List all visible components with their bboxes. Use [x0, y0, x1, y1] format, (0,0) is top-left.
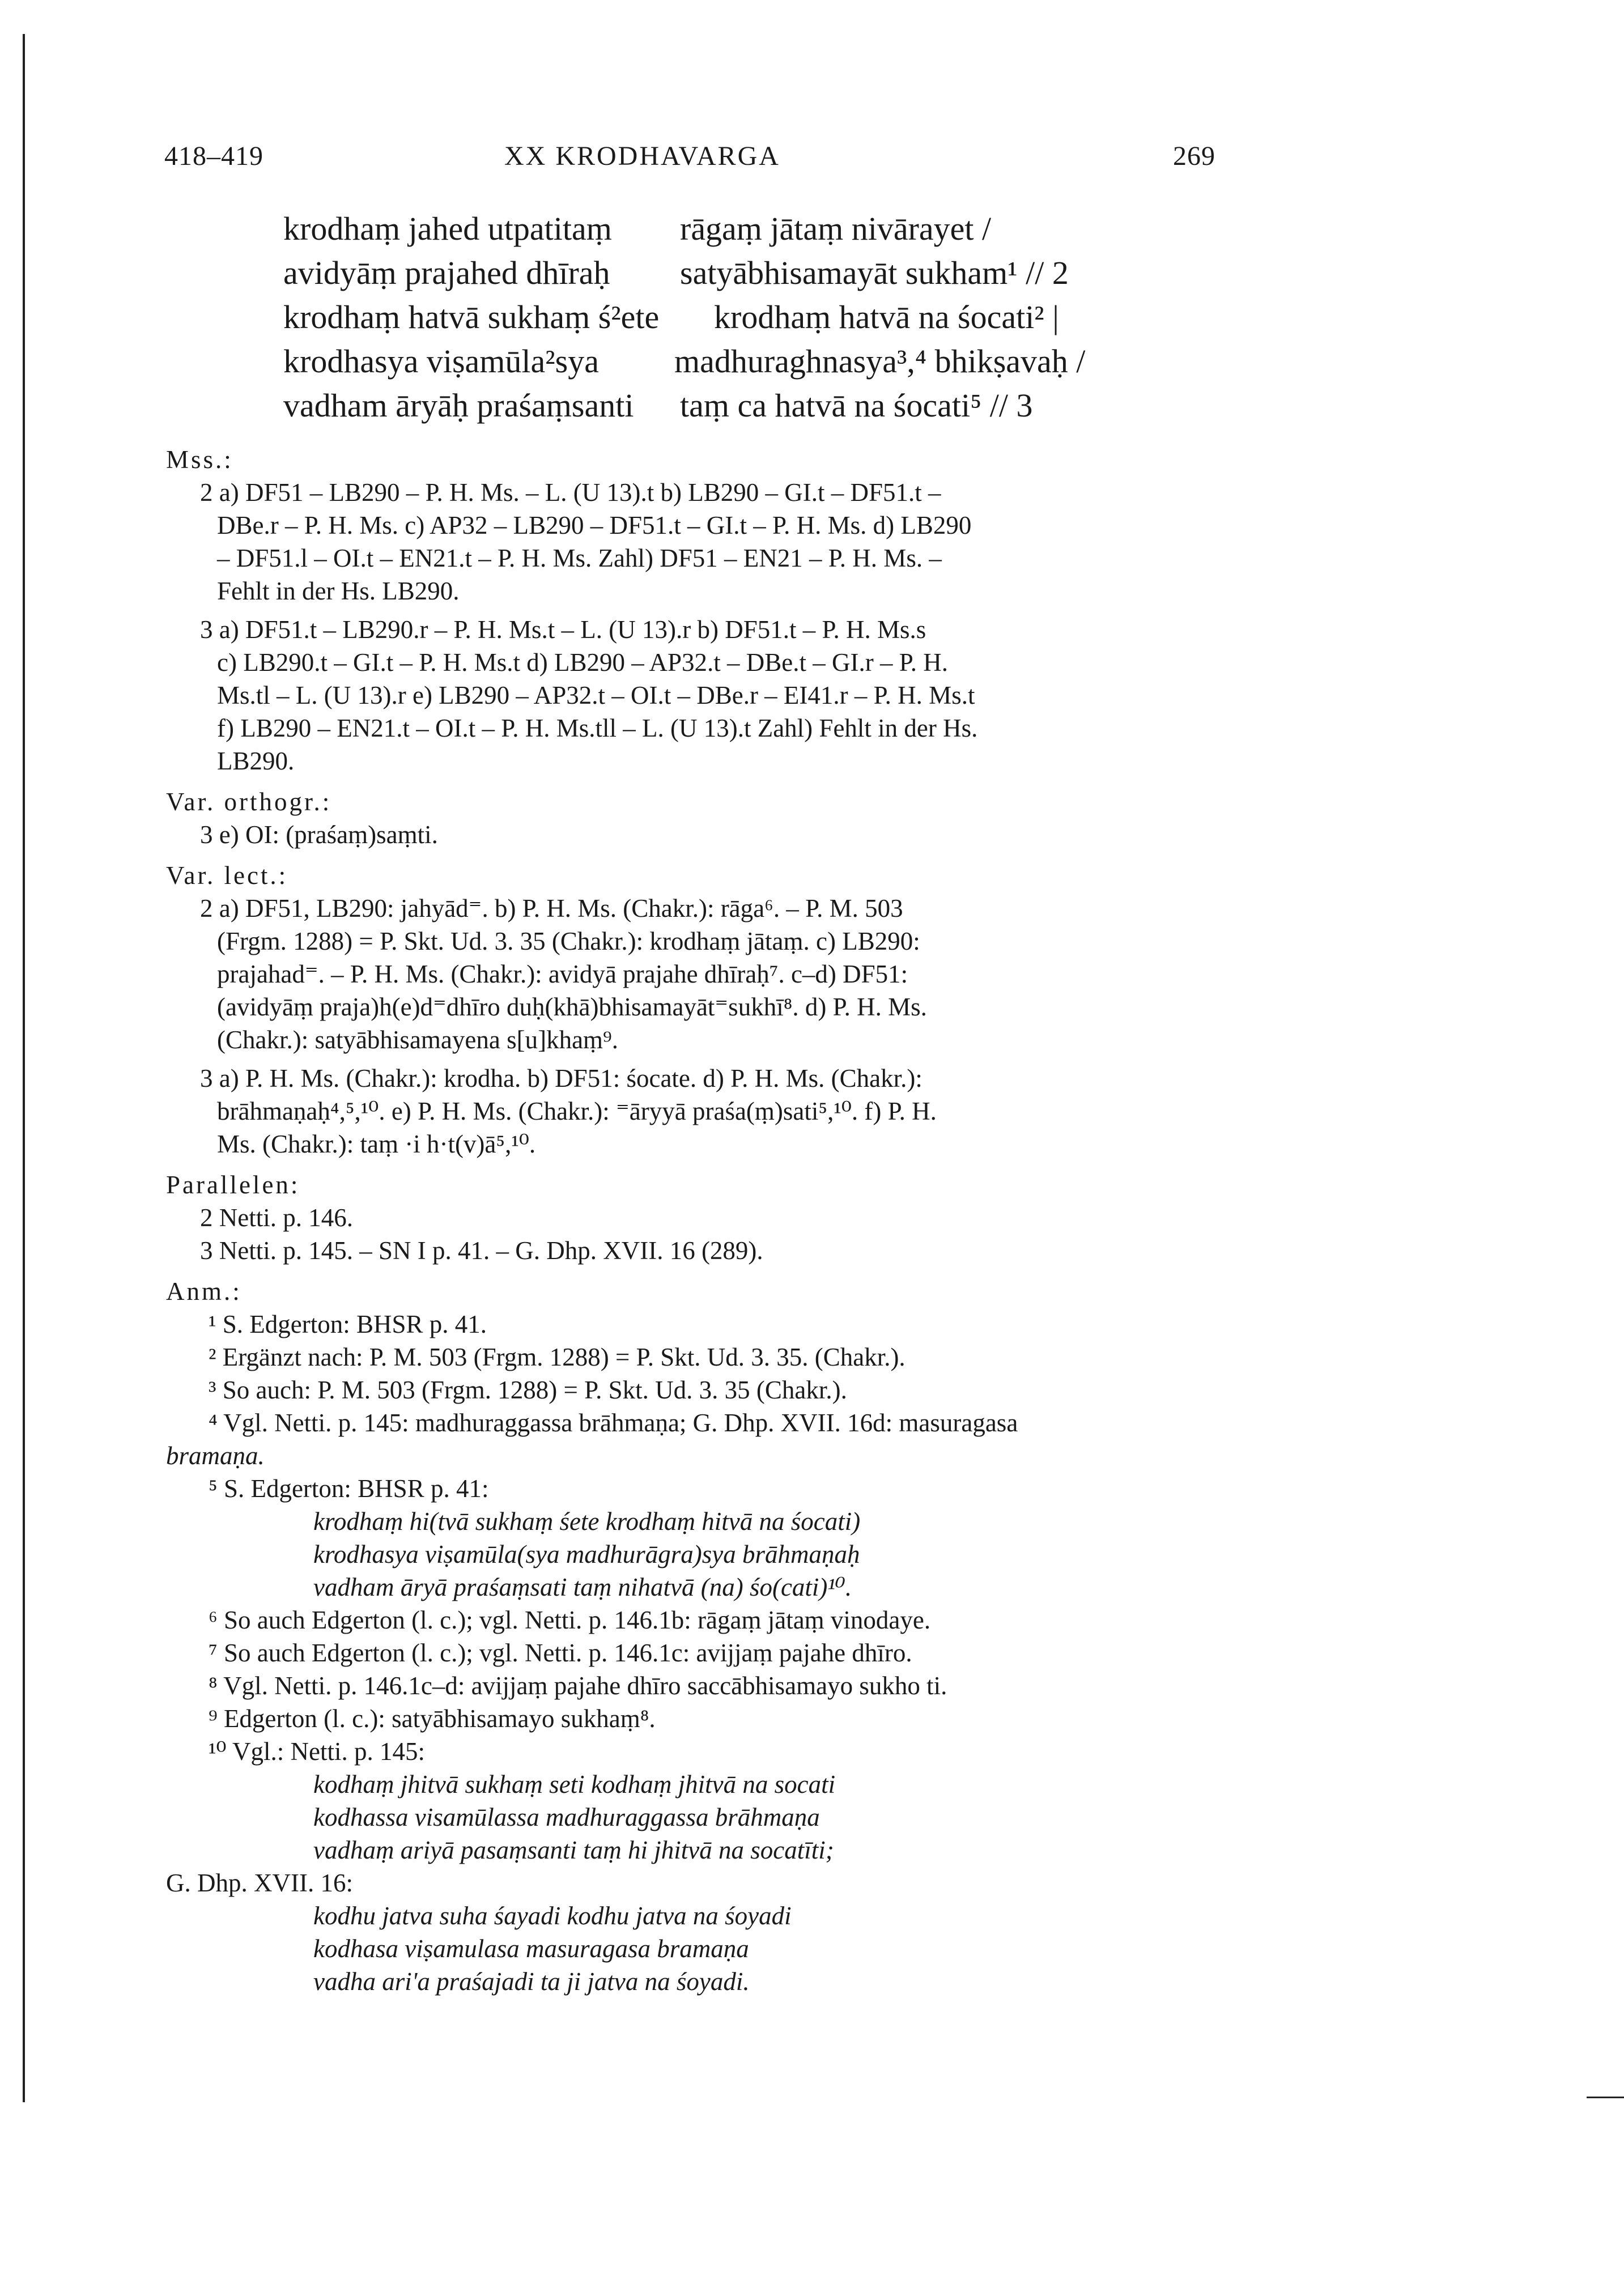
footnote: ⁶ So auch Edgerton (l. c.); vgl. Netti. p. 146.1b: rāgaṃ jātaṃ vinodaye. [209, 1606, 931, 1634]
anm-section [166, 1275, 1299, 1998]
footnote: ⁴ Vgl. Netti. p. 145: madhuraggassa brāhmaṇa; G. Dhp. XVII. 16d: masuragasa [209, 1409, 1018, 1437]
entry-line: prajahad⁼. – P. H. Ms. (Chakr.): avidyā prajahe dhīraḥ⁷. c–d) DF51: [217, 960, 908, 988]
footnote: ⁷ So auch Edgerton (l. c.); vgl. Netti. p. 146.1c: avijjaṃ pajahe dhīro. [209, 1639, 912, 1667]
entry-line: 2 a) DF51 – LB290 – P. H. Ms. – L. (U 13).t b) LB290 – GI.t – DF51.t – [200, 478, 941, 507]
footnote: ¹⁰ Vgl.: Netti. p. 145: [209, 1737, 425, 1766]
footnote: ¹ S. Edgerton: BHSR p. 41. [209, 1310, 487, 1338]
entry-line: f) LB290 – EN21.t – OI.t – P. H. Ms.tll – L. (U 13).t Zahl) Fehlt in der Hs. [217, 714, 978, 742]
footnote-verse-line: vadhaṃ ariyā pasaṃsanti taṃ hi jhitvā na socatīti; [313, 1836, 834, 1864]
entry-line: (avidyāṃ praja)h(e)d⁼dhīro duḥ(khā)bhisamayāt⁼sukhī⁸. d) P. H. Ms. [217, 993, 927, 1021]
entry-line: (Chakr.): satyābhisamayena s[u]khaṃ⁹. [217, 1026, 618, 1054]
verse-pada-a: krodhaṃ jahed utpatitaṃ [283, 210, 612, 247]
entry-line: brāhmaṇaḥ⁴,⁵,¹⁰. e) P. H. Ms. (Chakr.): ⁼āryyā praśa(ṃ)sati⁵,¹⁰. f) P. H. [217, 1097, 937, 1125]
footnote: ⁹ Edgerton (l. c.): satyābhisamayo sukhaṃ⁸. [209, 1704, 656, 1733]
verse-pada-a: krodhasya viṣamūla²sya [283, 343, 599, 380]
entry-line: Fehlt in der Hs. LB290. [217, 577, 460, 605]
footnote-verse-line: kodhaṃ jhitvā sukhaṃ seti kodhaṃ jhitvā na socati [313, 1770, 836, 1798]
footnote: ⁸ Vgl. Netti. p. 146.1c–d: avijjaṃ pajahe dhīro saccābhisamayo sukho ti. [209, 1672, 947, 1700]
entry-line: 3 a) P. H. Ms. (Chakr.): krodha. b) DF51: śocate. d) P. H. Ms. (Chakr.): [200, 1064, 922, 1092]
var-lect-section [166, 859, 1299, 1160]
page-range: 418–419 [164, 141, 263, 171]
entry-line: Ms. (Chakr.): taṃ ·i h·t(v)ā⁵,¹⁰. [217, 1130, 536, 1158]
entry-line: 3 Netti. p. 145. – SN I p. 41. – G. Dhp. XVII. 16 (289). [200, 1236, 763, 1265]
entry-line: (Frgm. 1288) = P. Skt. Ud. 3. 35 (Chakr.): krodhaṃ jātaṃ. c) LB290: [217, 927, 920, 955]
mss-section [166, 443, 1299, 777]
footnote-verse-line: kodhassa visamūlassa madhuraggassa brāhmaṇa [313, 1803, 820, 1831]
section-title: Parallelen: [166, 1171, 300, 1199]
footnote: ³ So auch: P. M. 503 (Frgm. 1288) = P. Skt. Ud. 3. 35 (Chakr.). [209, 1376, 847, 1404]
footnote-verse-line: vadha ari'a praśajadi ta ji jatva na śoyadi. [313, 1967, 750, 1996]
verse-pada-b: rāgaṃ jātaṃ nivārayet / [680, 210, 992, 247]
entry-line: 2 a) DF51, LB290: jahyād⁼. b) P. H. Ms. (Chakr.): rāga⁶. – P. M. 503 [200, 894, 903, 922]
footnote: ² Ergänzt nach: P. M. 503 (Frgm. 1288) = P. Skt. Ud. 3. 35. (Chakr.). [209, 1343, 905, 1371]
section-title: Var. orthogr.: [166, 788, 332, 816]
entry-line: Ms.tl – L. (U 13).r e) LB290 – AP32.t – OI.t – DBe.r – EI41.r – P. H. Ms.t [217, 681, 975, 709]
entry-line: LB290. [217, 747, 295, 775]
footnote: G. Dhp. XVII. 16: [166, 1869, 353, 1897]
footnote-verse-line: kodhasa viṣamulasa masuragasa bramaṇa [313, 1934, 749, 1963]
entry-line: DBe.r – P. H. Ms. c) AP32 – LB290 – DF51.t – GI.t – P. H. Ms. d) LB290 [217, 511, 972, 539]
chapter-title: XX KRODHAVARGA [504, 141, 780, 171]
left-scan-edge [23, 34, 25, 2102]
entry-line: – DF51.l – OI.t – EN21.t – P. H. Ms. Zahl) DF51 – EN21 – P. H. Ms. – [217, 544, 942, 572]
verse-pada-a: avidyāṃ prajahed dhīraḥ [283, 254, 610, 291]
parallelen-section [166, 1168, 1299, 1267]
footnote: ⁵ S. Edgerton: BHSR p. 41: [209, 1474, 489, 1503]
apparatus [166, 435, 1299, 1998]
footnote-continuation: bramaṇa. [166, 1442, 265, 1470]
footnote-verse-line: krodhaṃ hi(tvā sukhaṃ śete krodhaṃ hitvā na śocati) [313, 1507, 861, 1536]
entry-line: c) LB290.t – GI.t – P. H. Ms.t d) LB290 – AP32.t – DBe.t – GI.r – P. H. [217, 648, 949, 677]
verse-pada-b: krodhaṃ hatvā na śocati² | [714, 299, 1059, 335]
entry-line: 3 a) DF51.t – LB290.r – P. H. Ms.t – L. (U 13).r b) DF51.t – P. H. Ms.s [200, 615, 926, 644]
bottom-right-scan-mark [1587, 2097, 1624, 2098]
footnote-verse-line: krodhasya viṣamūla(sya madhurāgra)sya brāhmaṇaḥ [313, 1540, 860, 1568]
verse-pada-b: satyābhisamayāt sukham¹ // 2 [680, 254, 1069, 291]
entry-line: 3 e) OI: (praśaṃ)saṃti. [200, 820, 438, 849]
section-title: Anm.: [166, 1277, 242, 1306]
verse-pada-b: madhuraghnasya³,⁴ bhikṣavaḥ / [674, 343, 1086, 380]
verse-pada-a: vadham āryāḥ praśaṃsanti [283, 387, 634, 424]
page-number: 269 [1173, 141, 1215, 171]
verse-pada-b: taṃ ca hatvā na śocati⁵ // 3 [680, 387, 1033, 424]
footnote-verse-line: vadham āryā praśaṃsati taṃ nihatvā (na) śo(cati)¹⁰. [313, 1573, 852, 1601]
entry-line: 2 Netti. p. 146. [200, 1204, 353, 1232]
section-title: Var. lect.: [166, 861, 288, 890]
section-title: Mss.: [166, 445, 233, 474]
var-orthogr-section [166, 785, 1299, 851]
footnote-verse-line: kodhu jatva suha śayadi kodhu jatva na śoyadi [313, 1902, 792, 1930]
verse-pada-a: krodhaṃ hatvā sukhaṃ ś²ete [283, 299, 660, 335]
